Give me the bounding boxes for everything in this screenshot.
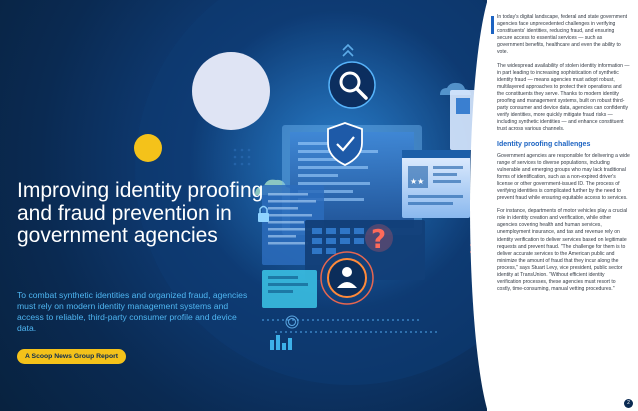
decorative-circle-yellow — [134, 134, 162, 162]
article-paragraph: Government agencies are responsible for delivering a wide range of services to diverse populations, including vulnerable and emerging groups who may lack traditional forms of identification, such as a non-expired driver's license or other government-issued ID. The process of verifying identities is complicated further by the need to prevent fraud while ensuring equitable access to services. — [497, 152, 630, 202]
article-body — [497, 14, 630, 299]
decorative-circle-lavender — [192, 52, 270, 130]
section-heading: Identity proofing challenges — [497, 140, 591, 148]
svg-text:★★: ★★ — [410, 177, 425, 186]
person-id-icon — [321, 252, 373, 304]
article-paragraph: In today's digital landscape, federal and state government agencies face unprecedented challenges in verifying constituents' identities, reducing fraud, and ensuring secure access to essential services — such as government benefits, healthcare and even the ability to vote. — [497, 14, 628, 56]
svg-text:?: ? — [371, 225, 387, 255]
page-number: 2 — [624, 399, 633, 408]
magnifier-icon — [329, 62, 375, 108]
article-paragraph: The widespread availability of stolen identity information — in part leading to increasing sophistication of synthetic identity fraud — means agencies must adopt robust, multilayered approaches to protect their operations and the constituents they serve. Thanks to modern identity proofing and management systems, built on robust third-party consumer and device data, agencies can confidently verify identities, more quickly mitigate fraud risks — including synthetic identities — and enhance constituent trust across various channels. — [497, 62, 630, 133]
page-title: Improving identity proofing and fraud prevention in government agencies — [17, 179, 264, 247]
article-paragraph: For instance, departments of motor vehicles play a crucial role in identity creation and verification, while other agencies covering health and human services, unemployment insurance, and tax and revenue rely on identity verification to deliver services based on legitimate requests and prevent fraud. "The challenge for them is to deliver accurate services to the American public and minimize the amount of fraud that they incur along the process," says Stuart Levy, vice president, public sector identity at TransUnion. "Without efficient identity verification processes, these agencies must resort to costly, time-consuming, manual vetting procedures." — [497, 208, 628, 293]
dropcap-marker — [491, 16, 494, 34]
subtitle: To combat synthetic identities and organized fraud, agencies must rely on modern identity management systems and access to reliable, third-party consumer profile and device data. — [17, 290, 248, 333]
report-badge: A Scoop News Group Report — [17, 349, 126, 364]
